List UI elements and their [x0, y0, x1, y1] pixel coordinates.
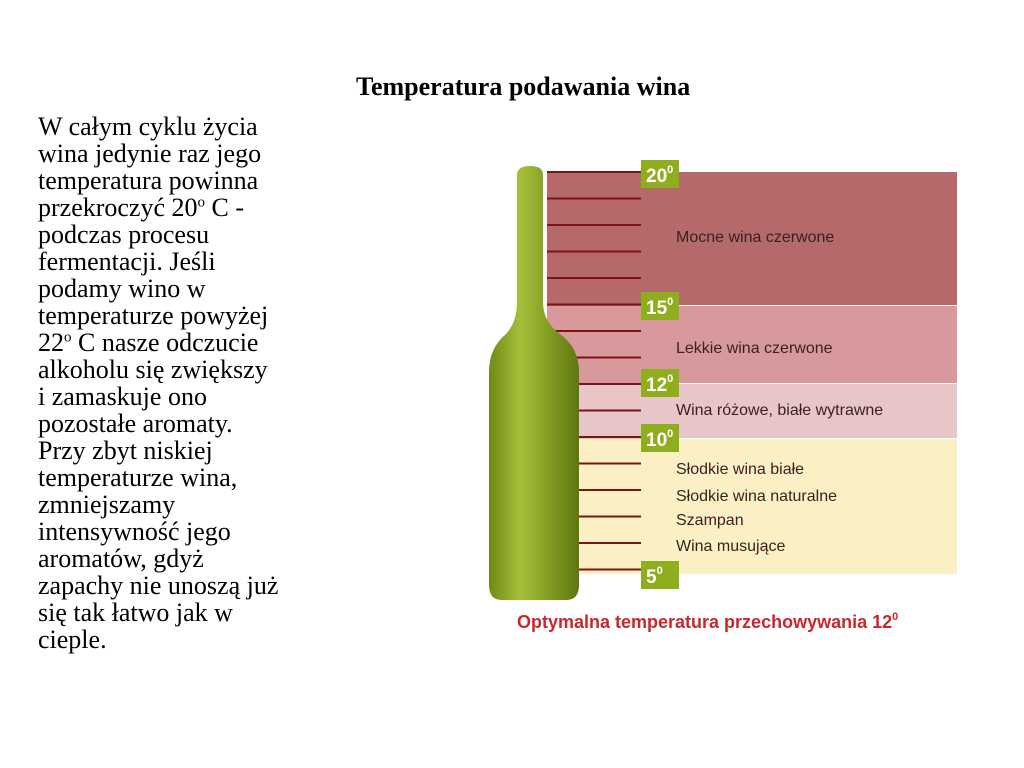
temperature-band-scale — [547, 172, 641, 306]
band-label: Wina różowe, białe wytrawne — [676, 402, 884, 419]
paragraph-line: przekroczyć 20$^o$ C - — [38, 193, 245, 222]
band-label: Mocne wina czerwone — [676, 229, 835, 246]
band-label: Wina musujące — [676, 538, 786, 555]
page-title: Temperatura podawania wina — [356, 72, 691, 101]
band-label: Lekkie wina czerwone — [676, 340, 833, 357]
temperature-marker-label: $15^0$ — [646, 296, 674, 319]
paragraph-line: podamy wino w — [38, 274, 206, 303]
paragraph-line: temperatura powinna — [38, 166, 259, 195]
paragraph-line: Przy zbyt niskiej — [38, 436, 213, 465]
paragraph-line: fermentacji. Jeśli — [38, 247, 216, 276]
paragraph-line: W całym cyklu życia — [38, 112, 258, 141]
paragraph-line: się tak łatwo jak w — [38, 598, 233, 627]
storage-temperature-label: Optymalna temperatura przechowywania $12^0$ — [517, 611, 899, 632]
paragraph-line: wina jedynie raz jego — [38, 139, 262, 168]
paragraph-line: temperaturze wina, — [38, 463, 238, 492]
band-label: Słodkie wina białe — [676, 461, 805, 478]
paragraph-line: podczas procesu — [38, 220, 210, 249]
paragraph-line: cieple. — [38, 625, 107, 654]
paragraph-line: temperaturze powyżej — [38, 301, 269, 330]
band-label: Szampan — [676, 512, 744, 529]
temperature-marker-label: $10^0$ — [646, 428, 674, 451]
paragraph-line: zmniejszamy — [38, 490, 176, 519]
temperature-marker-label: $5^0$ — [646, 565, 663, 588]
temperature-marker-label: $12^0$ — [646, 373, 674, 396]
paragraph-line: i zamaskuje ono — [38, 382, 207, 411]
paragraph-line: zapachy nie unoszą już — [38, 571, 279, 600]
paragraph-line: 22$^o$ C nasze odczucie — [38, 328, 259, 357]
band-label: Słodkie wina naturalne — [676, 488, 837, 505]
temperature-marker-label: $20^0$ — [646, 164, 674, 187]
paragraph-line: alkoholu się zwiększy — [38, 355, 268, 384]
paragraph-line: aromatów, gdyż — [38, 544, 204, 573]
paragraph-line: pozostałe aromaty. — [38, 409, 233, 438]
paragraph-line: intensywność jego — [38, 517, 231, 546]
